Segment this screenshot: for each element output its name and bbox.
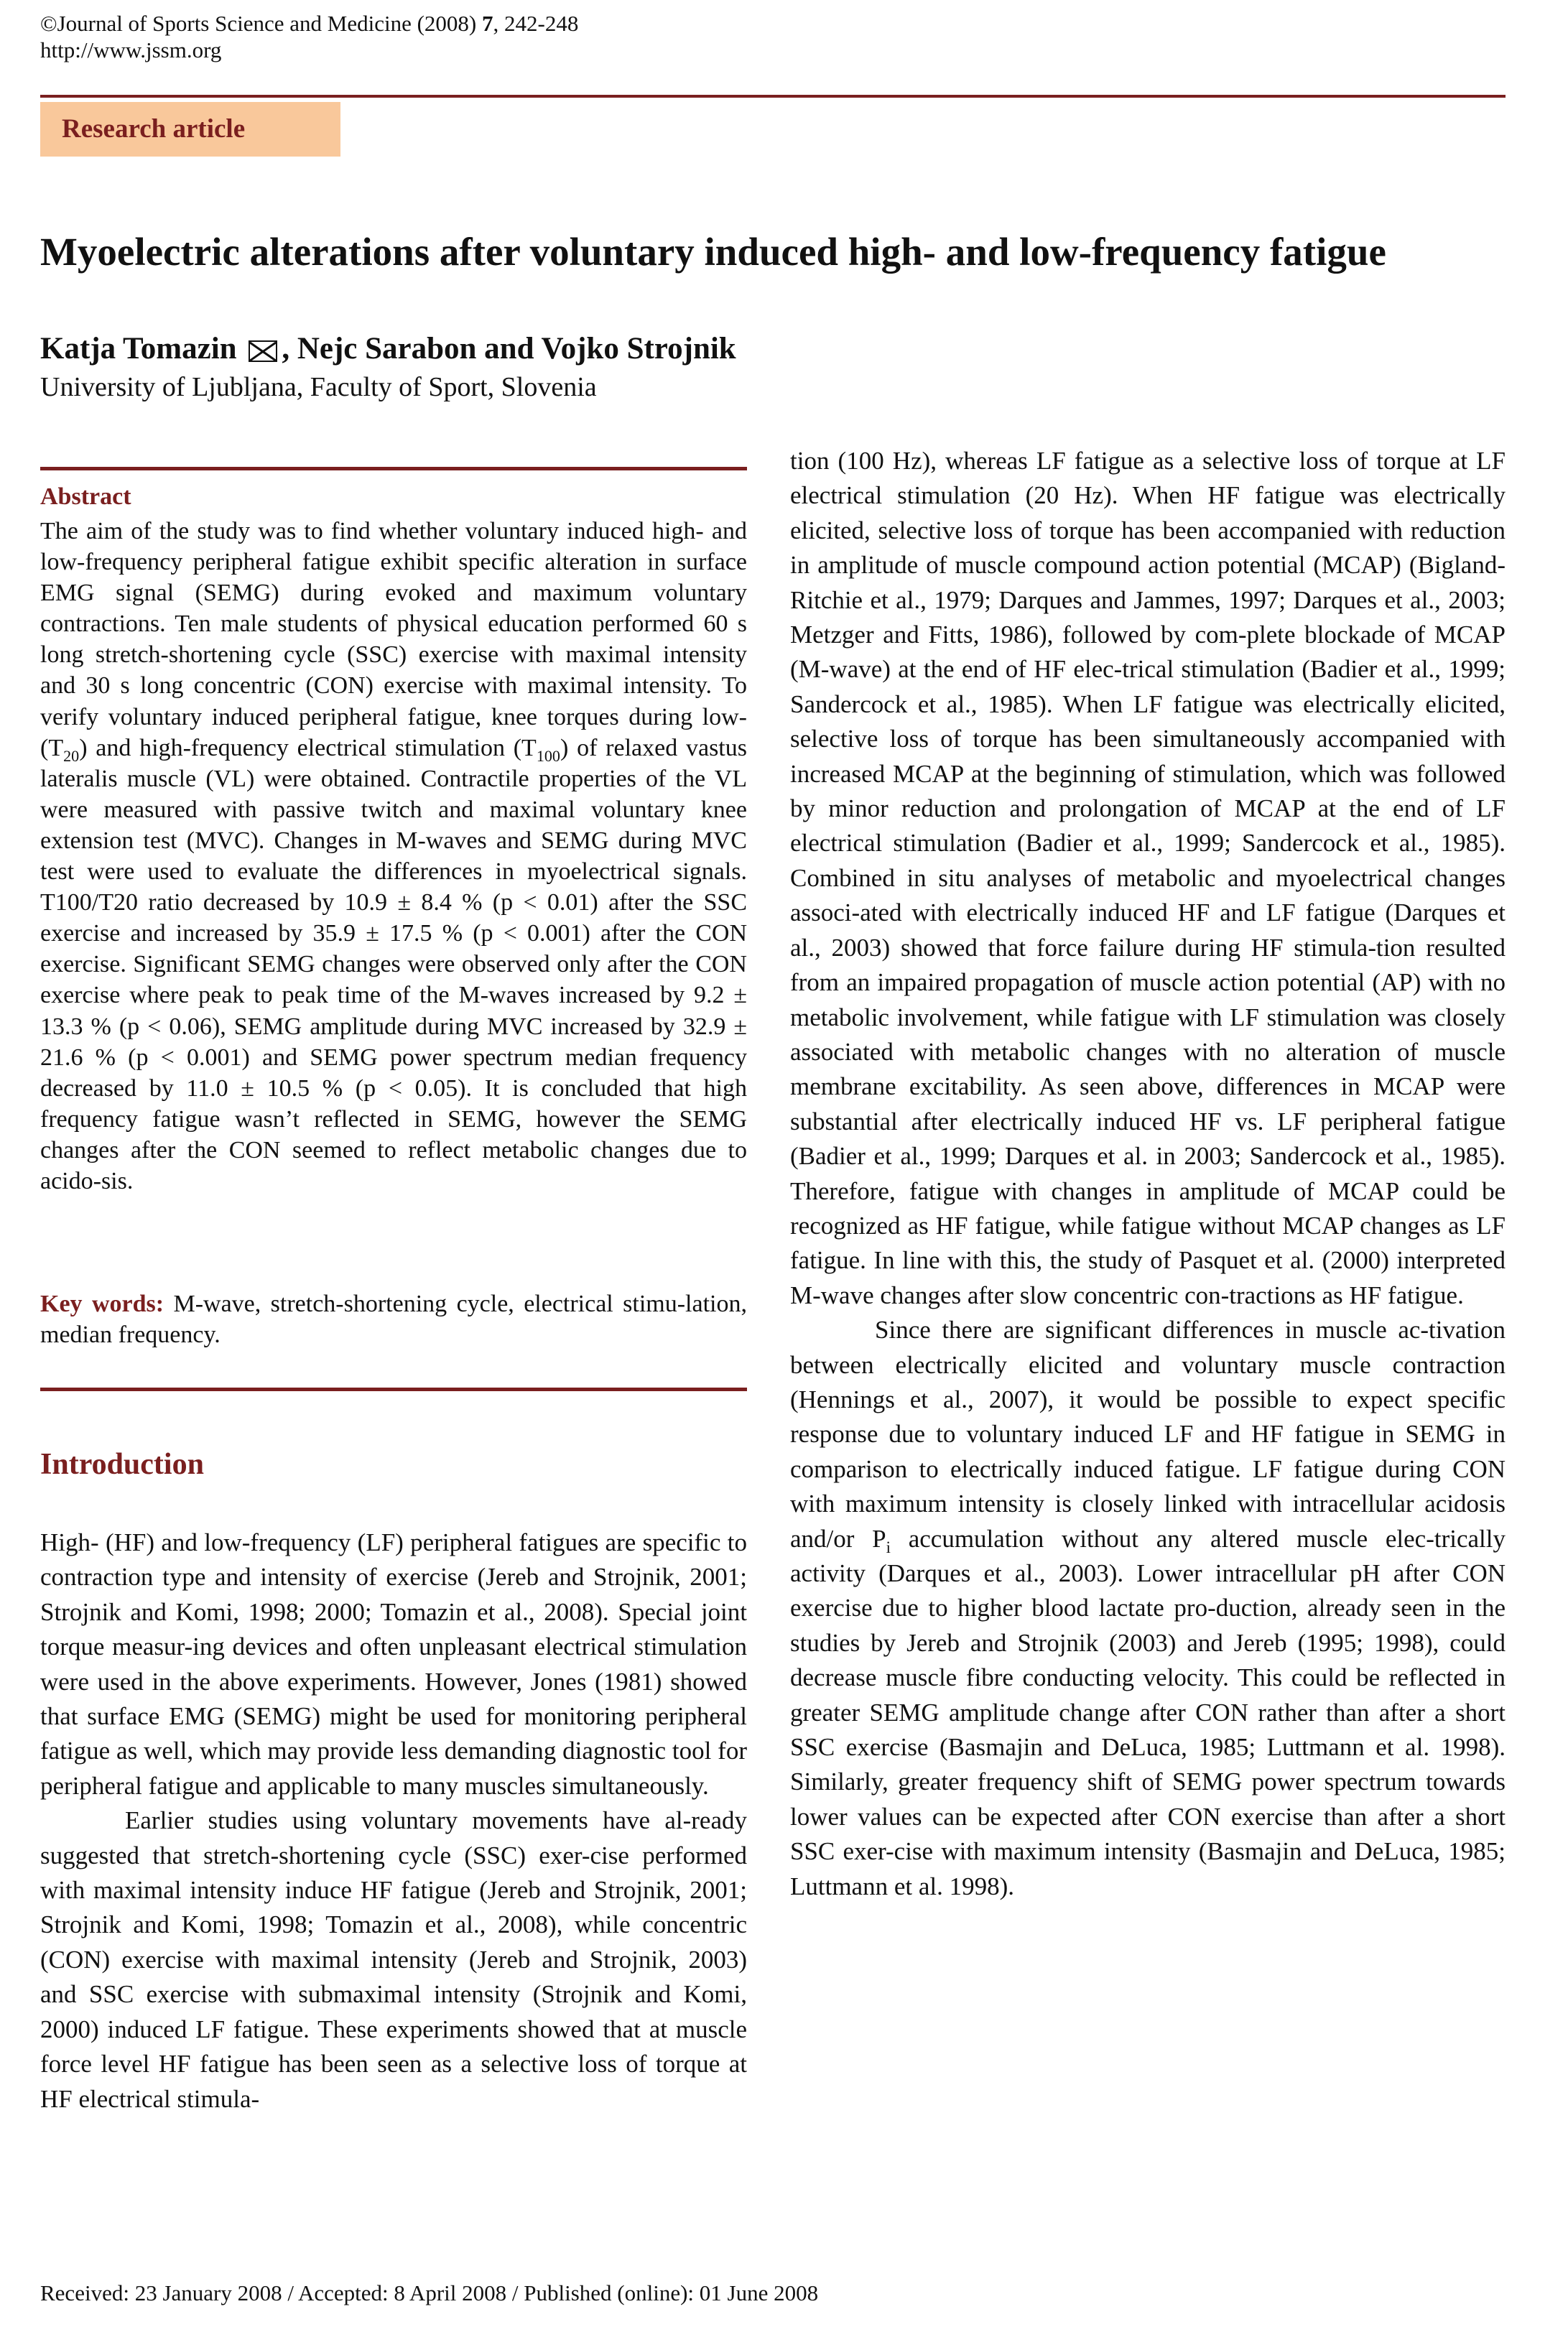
intro-paragraph-2: Earlier studies using voluntary movements have al-ready suggested that stretch-shortening cycle (SSC) exer-cise performed with maximal intensity induce HF fatigue (Jereb and Strojnik, 2001; Strojnik and Komi, 1998; Tomazin et al., 2008), while concentric (CON) exercise with maximal intensity (Jereb and Strojnik, 2003) and SSC exercise with submaximal intensity (Strojnik and Komi, 2000) induced LF fatigue. These experiments showed that at muscle force level HF fatigue has been seen as a selective loss of torque at HF electrical stimula- <box>40 1806 747 2113</box>
journal-volume: 7 <box>482 11 493 36</box>
intro-paragraph-4: Since there are significant differences in muscle ac-tivation between electrically elicited and voluntary muscle contraction (Hennings et al., 2007), it would be possible to expect specific response due to voluntary induced LF and HF fatigue in SEMG in comparison to electrically induced fatigue. LF fatigue during CON with maximum intensity is closely linked with intracellular acidosis and/or $P_i$ accumulation without any altered muscle elec-trically activity (Darques et al., 2003). Lower intracellular pH after CON exercise due to higher blood lactate pro-duction, already seen in the studies by Jereb and Strojnik (2003) and Jereb (1995; 1998), could decrease muscle fibre conducting velocity. This could be reflected in greater SEMG amplitude change after CON rather than after a short SSC exercise (Basmajin and DeLuca, 1985; Luttmann et al. 1998). Similarly, greater frequency shift of SEMG power spectrum towards lower values can be expected after CON exercise than after a short SSC exer-cise with maximum intensity (Basmajin and DeLuca, 1985; Luttmann et al. 1998). <box>790 1316 1506 1900</box>
journal-name: ©Journal of Sports Science and Medicine (2008) <box>40 11 482 36</box>
article-title: Myoelectric alterations after voluntary induced high- and low-frequency fatigue <box>40 230 1386 274</box>
other-authors: , Nejc Sarabon and Vojko Strojnik <box>282 332 736 366</box>
right-column-body <box>790 444 1506 1904</box>
publication-dates: Received: 23 January 2008 / Accepted: 8 April 2008 / Published (online): 01 June 2008 <box>40 2280 819 2305</box>
header-divider <box>40 95 1506 98</box>
affiliation: University of Ljubljana, Faculty of Sport, Slovenia <box>40 372 597 402</box>
journal-header <box>40 10 578 63</box>
first-author: Katja Tomazin <box>40 332 237 366</box>
keywords-label: Key words: <box>40 1291 164 1317</box>
journal-citation <box>40 10 578 37</box>
envelope-icon[interactable] <box>249 340 277 362</box>
abstract-top-divider <box>40 467 747 470</box>
abstract-body: The aim of the study was to find whether voluntary induced high- and low-frequency peripheral fatigue exhibit specific alteration in surface EMG signal (SEMG) during evoked and maximum voluntary contractions. Ten male students of physical education performed 60 s long stretch-shortening cycle (SSC) exercise with maximal intensity and 30 s long concentric (CON) exercise with maximal intensity. To verify voluntary induced peripheral fatigue, knee torques during low- $(T_{20})$ and high-frequency electrical stimulation $(T_{100})$ of relaxed vastus lateralis muscle (VL) were obtained. Contractile properties of the VL were measured with passive twitch and maximal voluntary knee extension test (MVC). Changes in M-waves and SEMG during MVC test were used to evaluate the differences in myoelectrical signals. T100/T20 ratio decreased by 10.9 ± 8.4 % (p < 0.01) after the SSC exercise and increased by 35.9 ± 17.5 % (p < 0.001) after the CON exercise. Significant SEMG changes were observed only after the CON exercise where peak to peak time of the M-waves increased by 9.2 ± 13.3 % (p < 0.06), SEMG amplitude during MVC increased by 32.9 ± 21.6 % (p < 0.001) and SEMG power spectrum median frequency decreased by 11.0 ± 10.5 % (p < 0.05). It is concluded that high frequency fatigue wasn’t reflected in SEMG, however the SEMG changes after the CON seemed to reflect metabolic changes due to acido-sis. <box>40 518 747 1194</box>
abstract-bottom-divider <box>40 1388 747 1391</box>
left-column-body <box>40 1525 747 2117</box>
introduction-heading: Introduction <box>40 1448 204 1481</box>
journal-url[interactable]: http://www.jssm.org <box>40 37 222 62</box>
keywords-list: M-wave, stretch-shortening cycle, electrical stimu-lation, median frequency. <box>40 1291 747 1348</box>
abstract-heading: Abstract <box>40 483 131 510</box>
author-list <box>40 330 736 368</box>
intro-paragraph-1: High- (HF) and low-frequency (LF) peripheral fatigues are specific to contraction type and intensity of exercise (Jereb and Strojnik, 2001; Strojnik and Komi, 1998; 2000; Tomazin et al., 2008). Special joint torque measur-ing devices and often unpleasant electrical stimulation were used in the above experiments. However, Jones (1981) showed that surface EMG (SEMG) might be used for monitoring peripheral fatigue as well, which may provide less demanding diagnostic tool for peripheral fatigue and applicable to many muscles simultaneously. <box>40 1528 747 1800</box>
journal-pages: , 242-248 <box>493 11 579 36</box>
keywords <box>40 1288 747 1350</box>
intro-paragraph-3: tion (100 Hz), whereas LF fatigue as a selective loss of torque at LF electrical stimulation (20 Hz). When HF fatigue was electrically elicited, selective loss of torque has been accompanied with reduction in amplitude of muscle compound action potential (MCAP) (Bigland-Ritchie et al., 1979; Darques and Jammes, 1997; Darques et al., 2003; Metzger and Fitts, 1986), followed by com-plete blockade of MCAP (M-wave) at the end of HF elec-trical stimulation (Badier et al., 1999; Sandercock et al., 1985). When LF fatigue was electrically elicited, selective loss of torque has been simultaneously accompanied with increased MCAP at the beginning of stimulation, which was followed by minor reduction and prolongation of MCAP at the end of LF electrical stimulation (Badier et al., 1999; Sandercock et al., 1985). Combined in situ analyses of metabolic and myoelectrical changes associ-ated with electrically induced HF and LF fatigue (Darques et al., 2003) showed that force failure during HF stimula-tion resulted from an impaired propagation of muscle action potential (AP) with no metabolic involvement, while fatigue with LF stimulation was closely associated with metabolic changes with no alteration of muscle membrane excitability. As seen above, differences in MCAP were substantial after electrically induced HF vs. LF peripheral fatigue (Badier et al., 1999; Darques et al. in 2003; Sandercock et al., 1985). Therefore, fatigue with changes in amplitude of MCAP could be recognized as HF fatigue, while fatigue without MCAP changes as LF fatigue. In line with this, the study of Pasquet et al. (2000) interpreted M-wave changes after slow concentric con-tractions as HF fatigue. <box>790 447 1506 1309</box>
article-type-badge: Research article <box>40 102 340 157</box>
